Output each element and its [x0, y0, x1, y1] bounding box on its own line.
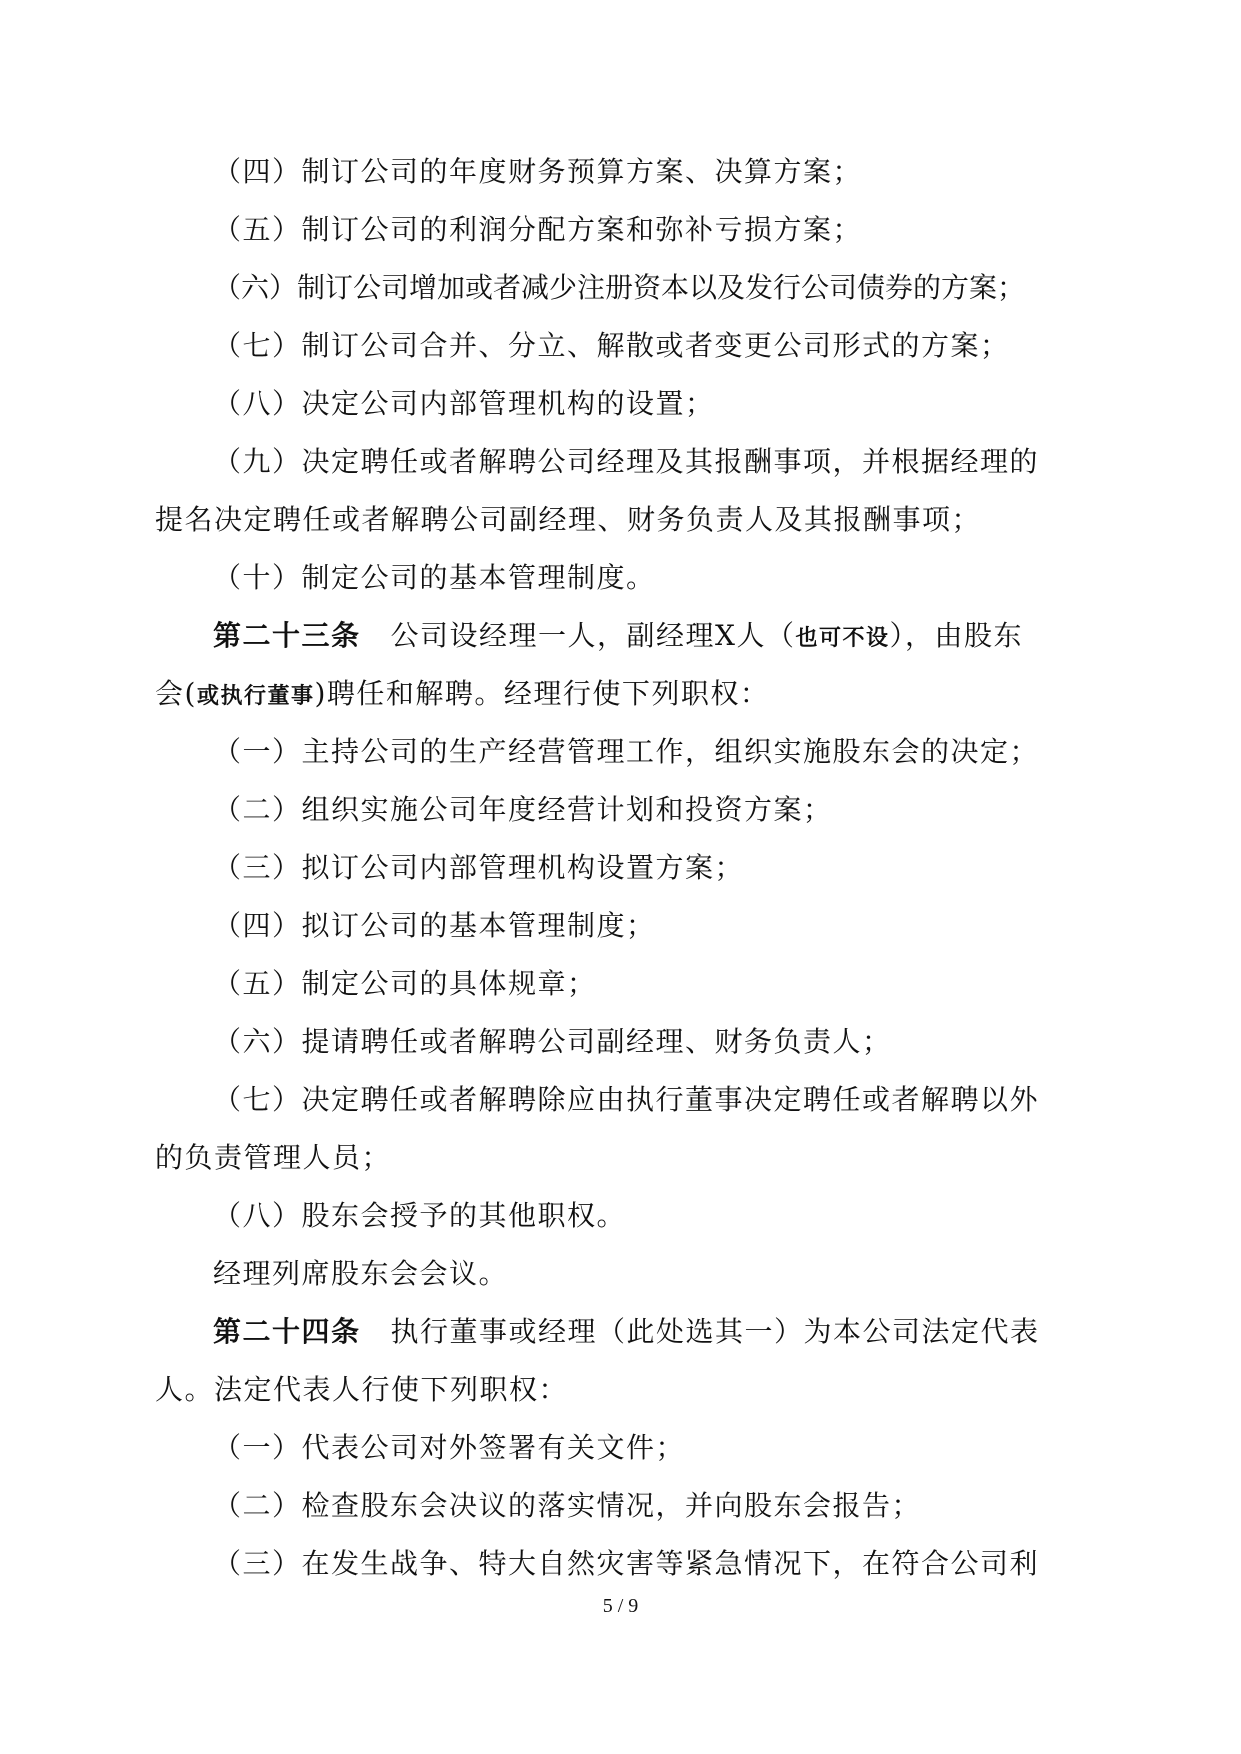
article-24-second-line: 人。法定代表人行使下列职权：	[155, 1373, 569, 1406]
article-24-text: 执行董事或经理（此处选其一）为本公司法定代表	[390, 1315, 1040, 1348]
article-23-heading: 第二十三条	[213, 619, 361, 652]
article-23-item-continued: 的负责管理人员；	[155, 1141, 392, 1174]
article-23-item: （八）股东会授予的其他职权。	[213, 1199, 627, 1232]
article-23-text-a: 公司设经理一人，副经理X人（	[390, 619, 796, 652]
article-23-item: （一）主持公司的生产经营管理工作，组织实施股东会的决定；	[213, 735, 1040, 768]
clause-line: （五）制订公司的利润分配方案和弥补亏损方案；	[213, 213, 863, 246]
article-23-text-e: )聘任和解聘。经理行使下列职权：	[314, 677, 770, 710]
page-number: 5 / 9	[602, 1595, 639, 1617]
article-23-item: （四）拟订公司的基本管理制度；	[213, 909, 656, 942]
article-24-item: （二）检查股东会决议的落实情况，并向股东会报告；	[213, 1489, 922, 1522]
article-23-text-c: ），由股东	[889, 619, 1023, 652]
article-24-heading: 第二十四条	[213, 1315, 361, 1348]
document-body	[155, 143, 1085, 1593]
clause-line: （六）制订公司增加或者减少注册资本以及发行公司债券的方案；	[213, 271, 1026, 304]
article-23-note-2: 或执行董事	[196, 684, 315, 709]
clause-line: （七）制订公司合并、分立、解散或者变更公司形式的方案；	[213, 329, 1010, 362]
clause-line: （九）决定聘任或者解聘公司经理及其报酬事项，并根据经理的	[213, 445, 1040, 478]
article-23-note: 也可不设	[795, 626, 890, 651]
article-23-first-line	[155, 607, 1085, 665]
article-23-item: （五）制定公司的具体规章；	[213, 967, 597, 1000]
article-23-item: （三）拟订公司内部管理机构设置方案；	[213, 851, 745, 884]
clause-line-continued: 提名决定聘任或者解聘公司副经理、财务负责人及其报酬事项；	[155, 503, 982, 536]
article-24-first-line	[155, 1303, 1085, 1361]
article-23-item: （二）组织实施公司年度经营计划和投资方案；	[213, 793, 833, 826]
clause-line: （八）决定公司内部管理机构的设置；	[213, 387, 715, 420]
article-23-item: （六）提请聘任或者解聘公司副经理、财务负责人；	[213, 1025, 892, 1058]
article-24-item: （三）在发生战争、特大自然灾害等紧急情况下，在符合公司利	[213, 1547, 1040, 1580]
clause-line: （十）制定公司的基本管理制度。	[213, 561, 656, 594]
article-23-item: （七）决定聘任或者解聘除应由执行董事决定聘任或者解聘以外	[213, 1083, 1040, 1116]
clause-line: （四）制订公司的年度财务预算方案、决算方案；	[213, 155, 863, 188]
article-23-closing: 经理列席股东会会议。	[213, 1257, 509, 1290]
article-24-item: （一）代表公司对外签署有关文件；	[213, 1431, 686, 1464]
article-23-second-line	[155, 665, 1085, 723]
article-23-text-d: 会(	[155, 677, 197, 710]
